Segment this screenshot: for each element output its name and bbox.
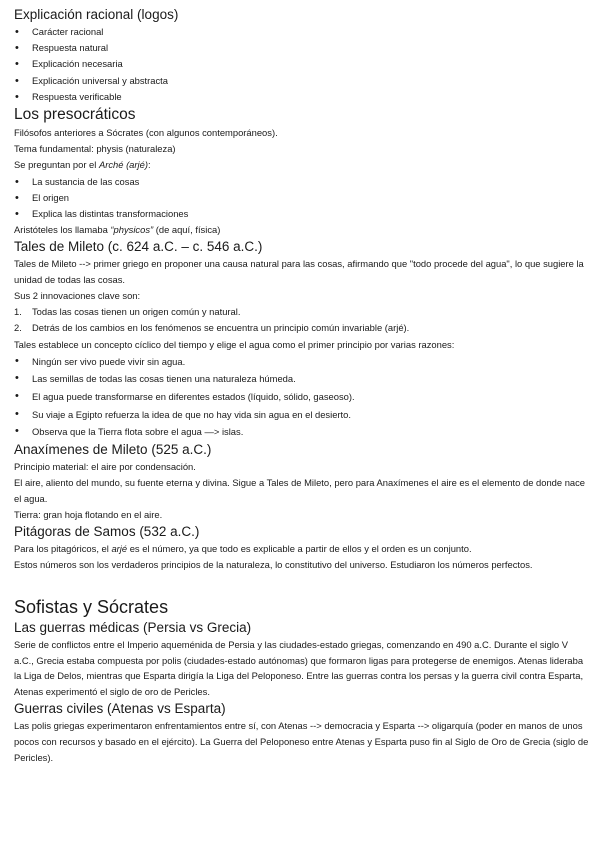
presocraticos-paragraph: Filósofos anteriores a Sócrates (con algunos contemporáneos). — [14, 127, 278, 139]
tales-innovations-list — [14, 304, 590, 336]
presocraticos-paragraph: Aristóteles los llamaba “physicos” (de aquí, física) — [14, 224, 221, 236]
list-item: • Su viaje a Egipto refuerza la idea de que no hay vida sin agua en el desierto. — [14, 406, 590, 424]
anaximenes-heading: Anaxímenes de Mileto (525 a.C.) — [14, 441, 212, 457]
pitagoras-heading: Pitágoras de Samos (532 a.C.) — [14, 523, 200, 539]
list-item: • Ningún ser vivo puede vivir sin agua. — [14, 353, 590, 371]
anaximenes-paragraph: El aire, aliento del mundo, su fuente eterna y divina. Sigue a Tales de Mileto, pero para Anaxímenes el aire es el elemento de donde nace el agua. — [14, 477, 586, 504]
anaximenes-paragraph: Tierra: gran hoja flotando en el aire. — [14, 508, 163, 520]
tales-reasons-list — [14, 353, 590, 441]
numbered-item: 1. Todas las cosas tienen un origen común y natural. — [14, 306, 241, 318]
list-item: • Respuesta verificable — [14, 89, 590, 105]
guerras-civiles-paragraph: Las polis griegas experimentaron enfrentamientos entre sí, con Atenas --> democracia y Esparta --> oligarquía (poder en manos de unos pocos con recursos y basado en el ejército). La Guerra del Peloponeso entre Atenas y Esparta puso fin al Siglo de Oro de Grecia (siglo de Pericles). — [14, 720, 589, 763]
sofistas-heading: Sofistas y Sócrates — [14, 596, 169, 617]
list-item: • Las semillas de todas las cosas tienen una naturaleza húmeda. — [14, 370, 590, 388]
tales-paragraph: Tales de Mileto --> primer griego en proponer una causa natural para las cosas, afirmando que "todo procede del agua", lo que sugiere la unidad de todas las cosas. — [14, 258, 584, 286]
list-item: • Explicación universal y abstracta — [14, 73, 590, 89]
document-page — [14, 6, 590, 765]
logos-list — [14, 24, 590, 105]
numbered-item: 2. Detrás de los cambios en los fenómenos se encuentra un principio común invariable (arjé). — [14, 322, 410, 334]
anaximenes-paragraph: Principio material: el aire por condensación. — [14, 460, 196, 472]
list-item: • Explica las distintas transformaciones — [14, 206, 590, 222]
pitagoras-paragraph: Para los pitagóricos, el arjé es el número, ya que todo es explicable a partir de ellos y el orden es un conjunto. — [14, 542, 472, 554]
tales-paragraph: Sus 2 innovaciones clave son: — [14, 290, 141, 302]
list-item: • Respuesta natural — [14, 40, 590, 56]
list-item: • Observa que la Tierra flota sobre el agua —> islas. — [14, 423, 590, 441]
list-item: • Explicación necesaria — [14, 56, 590, 72]
guerras-medicas-paragraph: Serie de conflictos entre el Imperio aqueménida de Persia y las ciudades-estado griegas, comenzando en 490 a.C. Durante el siglo V a.C., Grecia estaba compuesta por polis (ciudades-estado autónomas) que formaron ligas para protegerse de enemigos. Atenas lideraba la Liga de Delos, mientras que Esparta dirigía la Liga del Peloponeso. Entre las guerras contra los persas y la guerra civil contra Esparta, Atenas experimentó el siglo de oro de Pericles. — [14, 638, 584, 698]
list-item: • El origen — [14, 190, 590, 206]
presocraticos-heading: Los presocráticos — [14, 106, 136, 124]
presocraticos-paragraph: Tema fundamental: physis (naturaleza) — [14, 143, 176, 155]
presocraticos-paragraph: Se preguntan por el Arché (arjé): — [14, 159, 151, 171]
section-spacer — [14, 573, 590, 595]
tales-heading: Tales de Mileto (c. 624 a.C. – c. 546 a.C.) — [14, 239, 263, 255]
guerras-civiles-heading: Guerras civiles (Atenas vs Esparta) — [14, 701, 226, 716]
logos-heading: Explicación racional (logos) — [14, 7, 179, 22]
tales-paragraph: Tales establece un concepto cíclico del tiempo y elige el agua como el primer principio por varias razones: — [14, 338, 455, 350]
list-item: • La sustancia de las cosas — [14, 174, 590, 190]
arche-list — [14, 174, 590, 223]
guerras-medicas-heading: Las guerras médicas (Persia vs Grecia) — [14, 619, 252, 635]
list-item: • Carácter racional — [14, 24, 590, 40]
pitagoras-paragraph: Estos números son los verdaderos principios de la naturaleza, lo constitutivo del universo. Estudiaron los números perfectos. — [14, 559, 533, 571]
list-item: • El agua puede transformarse en diferentes estados (líquido, sólido, gaseoso). — [14, 388, 590, 406]
